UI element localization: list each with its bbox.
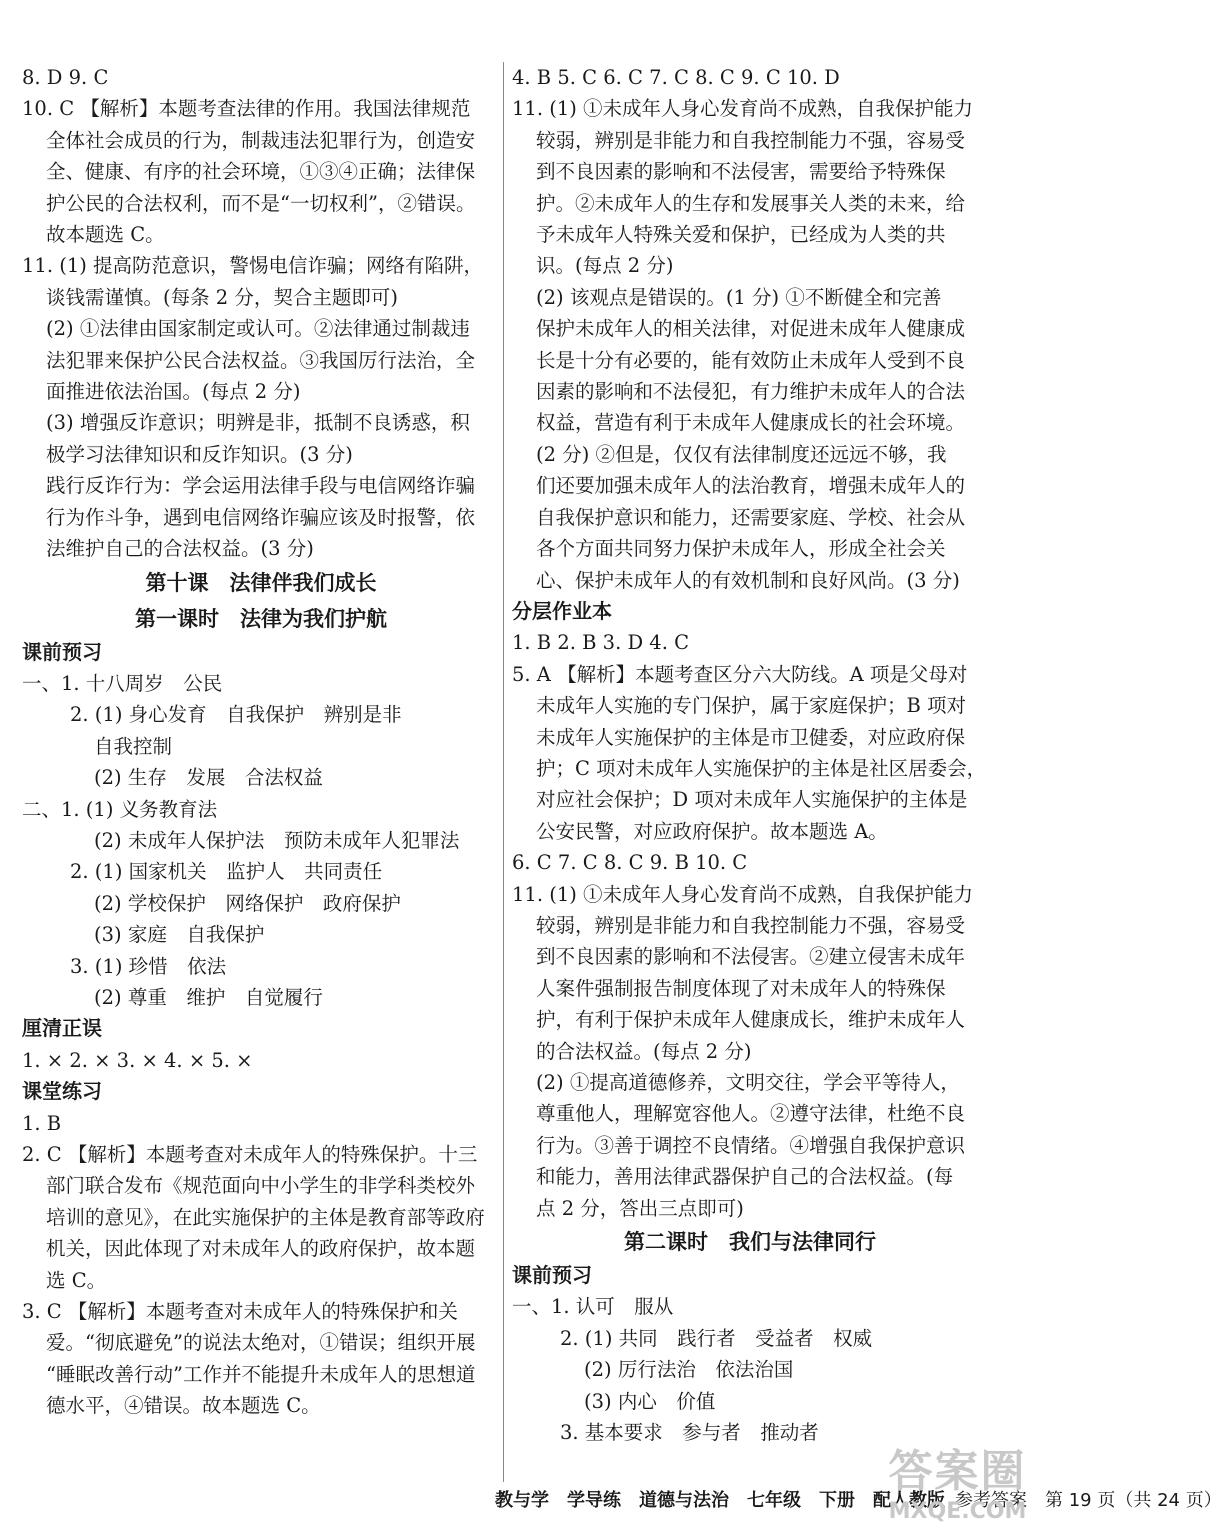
text-line: (3) 增强反诈意识；明辨是非，抵制不良诱惑，积 <box>46 411 470 435</box>
text-line: 未成年人实施保护的主体是市卫健委，对应政府保 <box>536 725 966 749</box>
text-line: 较弱，辨别是非能力和自我控制能力不强，容易受 <box>536 128 966 152</box>
text-line: 一、1. 十八周岁 公民 <box>22 671 223 695</box>
text-line: 德水平，④错误。故本题选 C。 <box>46 1394 321 1418</box>
text-line: 2. (1) 身心发育 自我保护 辨别是非 <box>70 703 402 727</box>
text-line: 面推进依法治国。(每点 2 分) <box>46 380 301 404</box>
text-line: 权益，营造有利于未成年人健康成长的社会环境。 <box>536 411 966 435</box>
text-line: 自我保护意识和能力，还需要家庭、学校、社会从 <box>536 505 966 529</box>
text-line: 未成年人实施的专门保护，属于家庭保护；B 项对 <box>536 694 967 718</box>
text-line: 11. (1) ①未成年人身心发育尚不成熟，自我保护能力 <box>512 97 974 121</box>
text-line: (2) 厉行法治 依法治国 <box>584 1358 794 1382</box>
text-line: 全体社会成员的行为，制裁违法犯罪行为，创造安 <box>46 128 476 152</box>
text-line: 人案件强制报告制度体现了对未成年人的特殊保 <box>536 976 946 1000</box>
section-title: 第二课时 我们与法律同行 <box>624 1230 876 1255</box>
text-line: 心、保护未成年人的有效机制和良好风尚。(3 分) <box>536 568 960 592</box>
text-line: 的合法权益。(每点 2 分) <box>536 1039 752 1063</box>
section-heading: 课前预习 <box>512 1263 592 1288</box>
text-line: 护；C 项对未成年人实施保护的主体是社区居委会， <box>536 756 987 780</box>
text-line: 2. (1) 共同 践行者 受益者 权威 <box>560 1326 873 1350</box>
text-line: 爱。“彻底避免”的说法太绝对，①错误；组织开展 <box>46 1331 476 1355</box>
text-line: 1. × 2. × 3. × 4. × 5. × <box>22 1048 253 1072</box>
footer-page-number: 参考答案 第 19 页（共 24 页） <box>955 1490 1222 1511</box>
watermark-top: 答案圈 <box>888 1446 1027 1497</box>
text-line: 4. B 5. C 6. C 7. C 8. C 9. C 10. D <box>512 66 840 89</box>
section-heading: 厘清正误 <box>22 1016 102 1041</box>
text-line: 3. (1) 珍惜 依法 <box>70 954 227 978</box>
text-line: 长是十分有必要的，能有效防止未成年人受到不良 <box>536 348 966 372</box>
text-line: 6. C 7. C 8. C 9. B 10. C <box>512 851 748 875</box>
text-line: 点 2 分，答出三点即可) <box>536 1196 744 1220</box>
text-line: 较弱，辨别是非能力和自我控制能力不强，容易受 <box>536 913 966 937</box>
text-line: (3) 家庭 自我保护 <box>94 923 265 947</box>
section-heading: 分层作业本 <box>512 598 612 623</box>
text-line: 故本题选 C。 <box>46 223 165 247</box>
text-line: 到不良因素的影响和不法侵害，需要给予特殊保 <box>536 160 946 184</box>
text-line: (2) 未成年人保护法 预防未成年人犯罪法 <box>94 828 460 852</box>
text-line: (2) 生存 发展 合法权益 <box>94 766 323 790</box>
text-line: 护公民的合法权利，而不是“一切权利”，②错误。 <box>46 191 476 215</box>
text-line: 尊重他人，理解宽容他人。②遵守法律，杜绝不良 <box>536 1102 966 1126</box>
text-line: (2) 学校保护 网络保护 政府保护 <box>94 891 401 915</box>
text-line: 11. (1) 提高防范意识，警惕电信诈骗；网络有陷阱， <box>22 254 484 278</box>
text-line: (3) 内心 价值 <box>584 1389 716 1413</box>
text-line: 8. D 9. C <box>22 66 109 89</box>
text-line: 护。②未成年人的生存和发展事关人类的未来，给 <box>536 191 966 215</box>
text-line: 行为。③善于调控不良情绪。④增强自我保护意识 <box>536 1133 966 1157</box>
text-line: 二、1. (1) 义务教育法 <box>22 797 218 821</box>
text-line: 极学习法律知识和反诈知识。(3 分) <box>46 442 353 466</box>
text-line: 10. C 【解析】本题考查法律的作用。我国法律规范 <box>22 97 471 121</box>
section-heading: 课前预习 <box>22 639 102 664</box>
text-line: 护，有利于保护未成年人健康成长，维护未成年人 <box>536 1008 966 1032</box>
text-line: 全、健康、有序的社会环境，①③④正确；法律保 <box>46 160 476 184</box>
text-line: 识。(每点 2 分) <box>536 254 674 278</box>
text-line: 2. C 【解析】本题考查对未成年人的特殊保护。十三 <box>22 1143 478 1166</box>
text-line: 部门联合发布《规范面向中小学生的非学科类校外 <box>46 1174 476 1198</box>
text-line: (2) 该观点是错误的。(1 分) ①不断健全和完善 <box>536 285 942 309</box>
text-line: 到不良因素的影响和不法侵害。②建立侵害未成年 <box>536 945 966 969</box>
text-line: 行为作斗争，遇到电信网络诈骗应该及时报警，依 <box>46 505 476 529</box>
text-line: 们还要加强未成年人的法治教育，增强未成年人的 <box>536 474 966 498</box>
text-line: 保护未成年人的相关法律，对促进未成年人健康成 <box>536 317 966 341</box>
text-line: 和能力，善用法律武器保护自己的合法权益。(每 <box>536 1165 954 1189</box>
text-line: 培训的意见》，在此实施保护的主体是教育部等政府 <box>46 1205 485 1229</box>
footer-text <box>495 1486 1222 1512</box>
footer-book-title: 教与学 学导练 道德与法治 七年级 下册 配人教版 <box>495 1490 945 1511</box>
section-title: 第一课时 法律为我们护航 <box>135 606 387 631</box>
text-line: 选 C。 <box>46 1268 107 1292</box>
text-line: 机关，因此体现了对未成年人的政府保护，故本题 <box>46 1237 476 1261</box>
text-line: (2 分) ②但是，仅仅有法律制度还远远不够，我 <box>536 442 947 466</box>
section-heading: 课堂练习 <box>22 1079 102 1104</box>
text-line: (2) ①提高道德修养，文明交往，学会平等待人， <box>536 1071 960 1094</box>
watermark-logo <box>875 1446 1040 1536</box>
column-divider <box>503 62 504 1482</box>
text-line: (2) 尊重 维护 自觉履行 <box>94 985 323 1009</box>
text-line: 2. (1) 国家机关 监护人 共同责任 <box>70 860 383 884</box>
text-line: 因素的影响和不法侵犯，有力维护未成年人的合法 <box>536 380 966 404</box>
text-line: 3. 基本要求 参与者 推动者 <box>560 1421 819 1445</box>
text-line: (2) ①法律由国家制定或认可。②法律通过制裁违 <box>46 317 470 341</box>
text-line: “睡眠改善行动”工作并不能提升未成年人的思想道 <box>46 1362 476 1386</box>
text-line: 予未成年人特殊关爱和保护，已经成为人类的共 <box>536 223 946 247</box>
text-line: 法维护自己的合法权益。(3 分) <box>46 537 314 561</box>
left-column <box>22 62 500 1422</box>
text-line: 法犯罪来保护公民合法权益。③我国厉行法治，全 <box>46 348 476 372</box>
text-line: 各个方面共同努力保护未成年人，形成全社会关 <box>536 537 946 561</box>
right-column <box>512 62 988 1448</box>
text-line: 3. C 【解析】本题考查对未成年人的特殊保护和关 <box>22 1300 458 1324</box>
watermark-url: MXQE.COM <box>888 1499 1027 1524</box>
text-line: 一、1. 认可 服从 <box>512 1295 674 1319</box>
text-line: 谈钱需谨慎。(每条 2 分，契合主题即可) <box>46 285 399 309</box>
text-line: 11. (1) ①未成年人身心发育尚不成熟，自我保护能力 <box>512 882 974 906</box>
text-line: 自我控制 <box>94 734 173 758</box>
text-line: 1. B <box>22 1111 62 1135</box>
text-line: 5. A 【解析】本题考查区分六大防线。A 项是父母对 <box>512 662 968 686</box>
text-line: 1. B 2. B 3. D 4. C <box>512 631 690 655</box>
text-line: 对应社会保护；D 项对未成年人实施保护的主体是 <box>536 788 968 812</box>
section-title: 第十课 法律伴我们成长 <box>145 570 377 595</box>
text-line: 公安民警，对应政府保护。故本题选 A。 <box>536 819 888 843</box>
text-line: 践行反诈行为：学会运用法律手段与电信网络诈骗 <box>46 474 476 498</box>
